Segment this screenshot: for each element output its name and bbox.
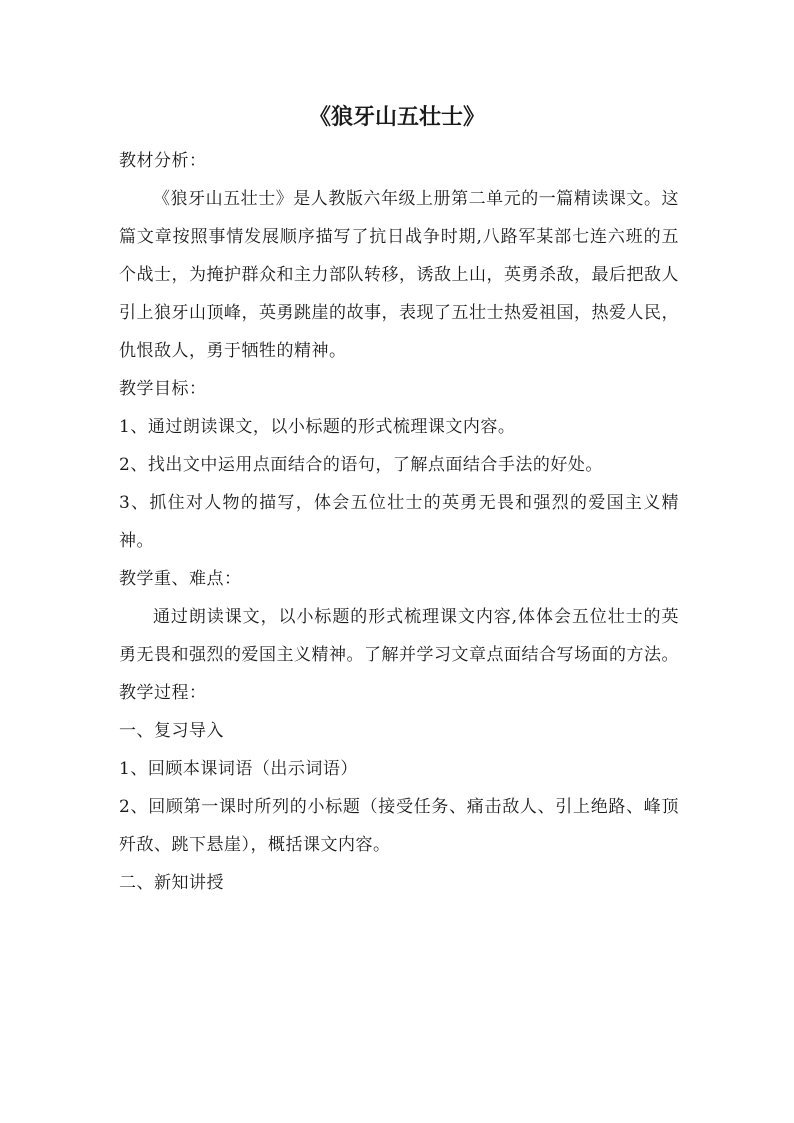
process-step-item: 1、回顾本课词语（出示词语） — [119, 759, 358, 779]
teaching-goal-item: 3、抓住对人物的描写，体会五位壮士的英勇无畏和强烈的爱国主义精神。 — [119, 493, 679, 551]
section-heading-material-analysis: 教材分析： — [119, 151, 207, 171]
document-body — [119, 142, 679, 902]
process-step-item: 2、回顾第一课时所列的小标题（接受任务、痛击敌人、引上绝路、峰顶歼敌、跳下悬崖），概括课文内容。 — [119, 797, 679, 855]
paragraph-material-analysis: 《狼牙山五壮士》是人教版六年级上册第二单元的一篇精读课文。这篇文章按照事情发展顺序描写了抗日战争时期,八路军某部七连六班的五个战士，为掩护群众和主力部队转移，诱敌上山，英勇杀敌，最后把敌人引上狼牙山顶峰，英勇跳崖的故事，表现了五壮士热爱祖国，热爱人民，仇恨敌人，勇于牺牲的精神。 — [119, 189, 679, 361]
paragraph-key-points: 通过朗读课文，以小标题的形式梳理课文内容,体体会五位壮士的英勇无畏和强烈的爱国主义精神。了解并学习文章点面结合写场面的方法。 — [119, 607, 679, 665]
process-step-heading: 一、复习导入 — [119, 721, 224, 741]
process-step-heading: 二、新知讲授 — [119, 873, 224, 893]
section-heading-teaching-goals: 教学目标： — [119, 379, 207, 399]
teaching-goal-item: 2、找出文中运用点面结合的语句，了解点面结合手法的好处。 — [119, 455, 603, 475]
section-heading-key-points: 教学重、难点： — [119, 569, 242, 589]
teaching-goal-item: 1、通过朗读课文，以小标题的形式梳理课文内容。 — [119, 417, 516, 437]
document-title: 《狼牙山五壮士》 — [308, 104, 485, 130]
section-heading-teaching-process: 教学过程： — [119, 683, 207, 703]
